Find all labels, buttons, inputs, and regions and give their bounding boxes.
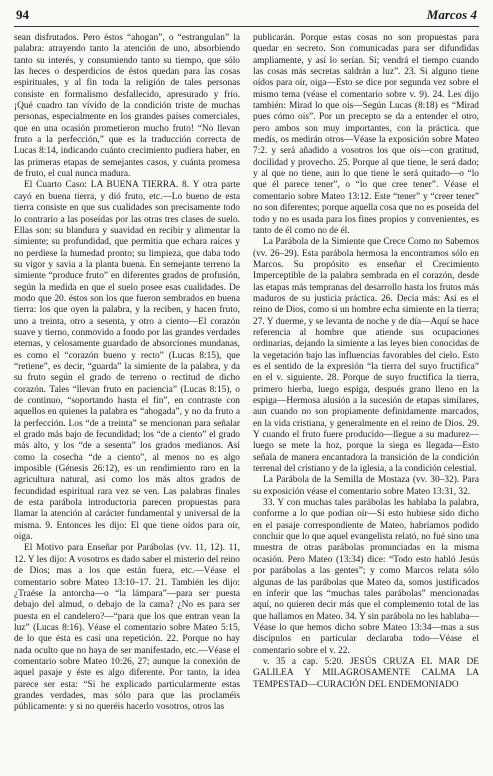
paragraph: sean disfrutados. Pero éstos “ahogan”, o “estrangulan” la palabra: atrayendo tanto la atención de uno, absorbiendo tanto su interés, y consumiendo tanto su tiempo, que sólo las heces o desperdicios de éstos quedan para las cosas espirituales, y al fin toda la religión de tales personas consiste en formalismo desfallecido, apresurado y frío. ¡Qué cuadro tan vívido de la condición triste de muchas personas, especialmente en los grandes países comerciales, que en una ocasión prometieron mucho fruto! “No llevan fruto a la perfección,” que es la traducción correcta de Lucas 8:14, indicando cuánto crecimiento pudiera haber, en las primeras etapas de semejantes casos, y cuánta promesa de fruto, el cual nunca madura. — [14, 33, 240, 180]
section-heading: v. 35 a cap. 5:20. JESÚS CRUZA EL MAR DE GALILEA Y MILAGROSAMENTE CALMA LA TEMPESTAD—CURACIÓN DEL ENDEMONIADO — [253, 656, 479, 690]
left-column — [14, 33, 240, 775]
paragraph: La Parábola de la Semilla de Mostaza (vv. 30–32). Para su exposición véase el comentario sobre Mateo 13:31, 32. — [253, 475, 479, 497]
paragraph: La Parábola de la Simiente que Crece Como no Sabemos (vv. 26–29). Esta parábola hermosa la encontramos sólo en Marcos. Su propósito es enseñar el Crecimiento Imperceptible de la palabra sembrada en el corazón, desde las etapas más tempranas del desarrollo hasta los frutos más maduros de su justicia práctica. 26. Decía más: Así es el reino de Dios, como si un hombre echa simiente en la tierra; 27. Y duerme, y se levanta de noche y de día—Aquí se hace referencia al hombre que atiende sus ocupaciones ordinarias, dejando la simiente a las leyes bien conocidas de la vegetación bajo las influencias favorables del cielo. Esto es el sentido de la expresión “la tierra del suyo fructifica” en el v. siguiente. 28. Porque de suyo fructifica la tierra, primero hierba, luego espiga, después grano lleno en la espiga—Hermosa alusión a la sucesión de etapas similares, aun cuando no son propiamente definidamente marcados, en la vida cristiana, y generalmente en el reino de Dios. 29. Y cuando el fruto fuere producido—llegue a su madurez—luego se mete la hoz, porque la siega es llegada—Esto señala de manera encantadora la transición de la condición terrenal del cristiano y de la iglesia, a la condición celestial. — [253, 237, 479, 475]
paragraph: 33. Y con muchas tales parábolas les hablaba la palabra, conforme a lo que podían oír—Si esto hubiese sido dicho en el pasaje correspondiente de Mateo, habríamos podido concluir que lo que aquel evangelista relató, no fué sino una muestra de otras parábolas pronunciadas en la misma ocasión. Pero Mateo (13:34) dice: “Todo esto habló Jesús por parábolas a las gentes”; y como Marcos relata sólo algunas de las parábolas que Mateo da, somos justificados en inferir que las “muchas tales parábolas” mencionadas aquí, no quieren decir más que el complemento total de las que hallamos en Mateo. 34. Y sin parábola no les hablaba—Véase lo que hemos dicho sobre Mateo 13:34—mas a sus discípulos en particular declaraba todo—Véase el comentario sobre el v. 22. — [253, 498, 479, 656]
paragraph: El Cuarto Caso: LA BUENA TIERRA. 8. Y otra parte cayó en buena tierra, y dió fruto, etc.—Lo bueno de esta tierra consiste en que sus cualidades son precisamente todo lo contrario a las poseídas por las otras tres clases de suelo. Ellas son: su blandura y suavidad en recibir y alimentar la simiente; su profundidad, que permitía que echara raíces y no perdiese la humedad pronto; su limpieza, que daba todo su vigor y savia a la planta buena. En semejante terreno la simiente “produce fruto” en diferentes grados de profusión, según la medida en que el suelo posee esas cualidades. De modo que 20. éstos son los que fueron sembrados en buena tierra: los que oyen la palabra, y la reciben, y hacen fruto, uno a treinta, otro a sesenta, y otro a ciento—El corazón suave y tierno, conmovido a fondo por las grandes verdades eternas, y celosamente guardado de absorciones mundanas, es como el “corazón bueno y recto” (Lucas 8:15), que “retiene”, es decir, “guarda” la simiente de la palabra, y da su fruto según el grado de terreno o rectitud de dicho corazón. Tales “llevan fruto en paciencia” (Lucas 8:15), o de continuo, “soportando hasta el fin”, en contraste con aquellos en quienes la palabra es “ahogada”, y no da fruto a la perfección. Los “de a treinta” se mencionan para señalar el grado más bajo de fecundidad; los “de a ciento” el grado más alto, y los “de a sesenta” los grados medianos. Así como la cosecha “de a ciento”, al menos no es algo imposible (Génesis 26:12), es un rendimiento raro en la agricultura natural, así como los más altos grados de fecundidad espiritual rara vez se ven. Las palabras finales de esta parábola introductoria parecen propuestas para llamar la atención al carácter fundamental y universal de la misma. 9. Entonces les dijo: El que tiene oídos para oír, oiga. — [14, 180, 240, 543]
page-header — [14, 6, 479, 27]
paragraph: publicarán. Porque estas cosas no son propuestas para quedar en secreto. Son comunicadas para ser difundidas ampliamente, y así lo serían. Si; vendrá el tiempo cuando las cosas más secretas saldrán a luz”. 23. Si alguno tiene oídos para oír, oiga—Esto se dice por segunda vez sobre el mismo tema (véase el comentario sobre v. 9). 24. Les dijo también: Mirad lo que oís—Según Lucas (8:18) es “Mirad pues cómo oís”. Por un precepto se da a entender el otro, pero ambos son muy importantes, con la práctica. que medís, os medirán otros—Véase la exposición sobre Mateo 7:2. y será añadido a vosotros los que oís—con gratitud, docilidad y provecho. 25. Porque al que tiene, le será dado; y al que no tiene, aun lo que tiene le será quitado—o “lo que él parece tener”, o “lo que cree tener”. Véase el comentario sobre Mateo 13:12. Este “tener” y “creer tener” no son diferentes; porque aquella cosa que no es poseída del todo y no es usada para los fines propios y convenientes, es tanto de él como no de él. — [253, 33, 479, 236]
running-head: Marcos 4 — [426, 7, 477, 22]
paragraph: El Motivo para Enseñar por Parábolas (vv. 11, 12). 11, 12. Y les dijo: A vosotros es dado saber el misterio del reino de Dios; mas a los que están fuera, etc.—Véase el comentario sobre Mateo 13:10–17. 21. También les dijo: ¿Traése la antorcha—o “la lámpara”—para ser puesta debajo del almud, o debajo de la cama? ¿No es para ser puesta en el candelero?—“para que los que entran vean la luz” (Lucas 8:16). Véase el comentario sobre Mateo 5:15, de lo que ésta es casi una repetición. 22. Porque no hay nada oculto que no haya de ser manifestado, etc.—Véase el comentario sobre Mateo 10:26, 27; aunque la conexión de aquel pasaje y éste es algo diferente. Por tanto, la idea parece ser esta: “Si he explicado particularmente estas grandes verdades, mas sólo para que las proclaméis públicamente: y si no queréis hacerlo vosotros, otros las — [14, 543, 240, 713]
text-columns — [14, 33, 479, 775]
right-column — [253, 33, 479, 775]
page-number: 94 — [16, 7, 29, 22]
